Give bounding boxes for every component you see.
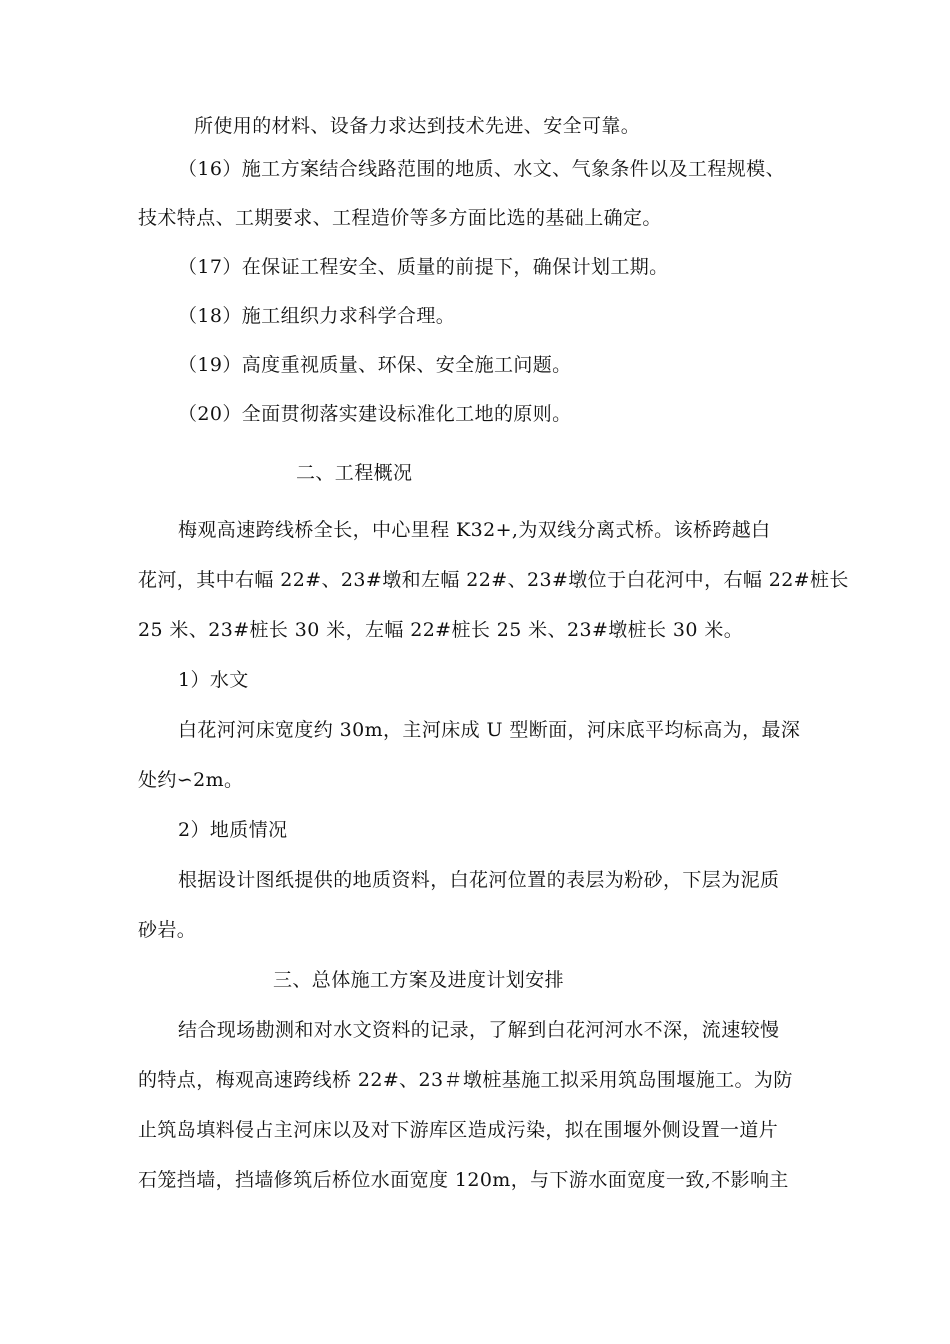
geology-paragraph-line-1: 根据设计图纸提供的地质资料，白花河位置的表层为粉砂，下层为泥质 xyxy=(178,869,780,891)
geology-paragraph-line-2: 砂岩。 xyxy=(138,919,197,941)
overview-paragraph-line-2: 花河，其中右幅 22#、23#墩和左幅 22#、23#墩位于白花河中，右幅 22#桩长 xyxy=(138,569,849,591)
section-heading-2: 二、工程概况 xyxy=(296,462,413,484)
list-item-17: （17）在保证工程安全、质量的前提下，确保计划工期。 xyxy=(178,256,669,278)
hydrology-paragraph-line-1: 白花河河床宽度约 30m，主河床成 U 型断面，河床底平均标高为，最深 xyxy=(178,719,801,741)
list-item-20: （20）全面贯彻落实建设标准化工地的原则。 xyxy=(178,403,572,425)
plan-paragraph-line-4: 石笼挡墙，挡墙修筑后桥位水面宽度 120m，与下游水面宽度一致,不影响主 xyxy=(138,1169,789,1191)
list-item-19: （19）高度重视质量、环保、安全施工问题。 xyxy=(178,354,572,376)
paragraph-line: 所使用的材料、设备力求达到技术先进、安全可靠。 xyxy=(194,115,641,137)
plan-paragraph-line-2: 的特点，梅观高速跨线桥 22#、23＃墩桩基施工拟采用筑岛围堰施工。为防 xyxy=(138,1069,793,1091)
overview-paragraph-line-3: 25 米、23#桩长 30 米，左幅 22#桩长 25 米、23#墩桩长 30 米。 xyxy=(138,619,744,641)
list-item-16-line-1: （16）施工方案结合线路范围的地质、水文、气象条件以及工程规模、 xyxy=(178,158,785,180)
subheading-geology: 2）地质情况 xyxy=(178,819,288,841)
hydrology-paragraph-line-2: 处约∽2m。 xyxy=(138,769,244,791)
list-item-18: （18）施工组织力求科学合理。 xyxy=(178,305,456,327)
list-item-16-line-2: 技术特点、工期要求、工程造价等多方面比选的基础上确定。 xyxy=(138,207,662,229)
overview-paragraph-line-1: 梅观高速跨线桥全长，中心里程 K32+,为双线分离式桥。该桥跨越白 xyxy=(178,519,771,541)
plan-paragraph-line-3: 止筑岛填料侵占主河床以及对下游库区造成污染，拟在围堰外侧设置一道片 xyxy=(138,1119,779,1141)
subheading-hydrology: 1）水文 xyxy=(178,669,249,691)
section-heading-3: 三、总体施工方案及进度计划安排 xyxy=(273,969,565,991)
plan-paragraph-line-1: 结合现场勘测和对水文资料的记录，了解到白花河河水不深，流速较慢 xyxy=(178,1019,780,1041)
